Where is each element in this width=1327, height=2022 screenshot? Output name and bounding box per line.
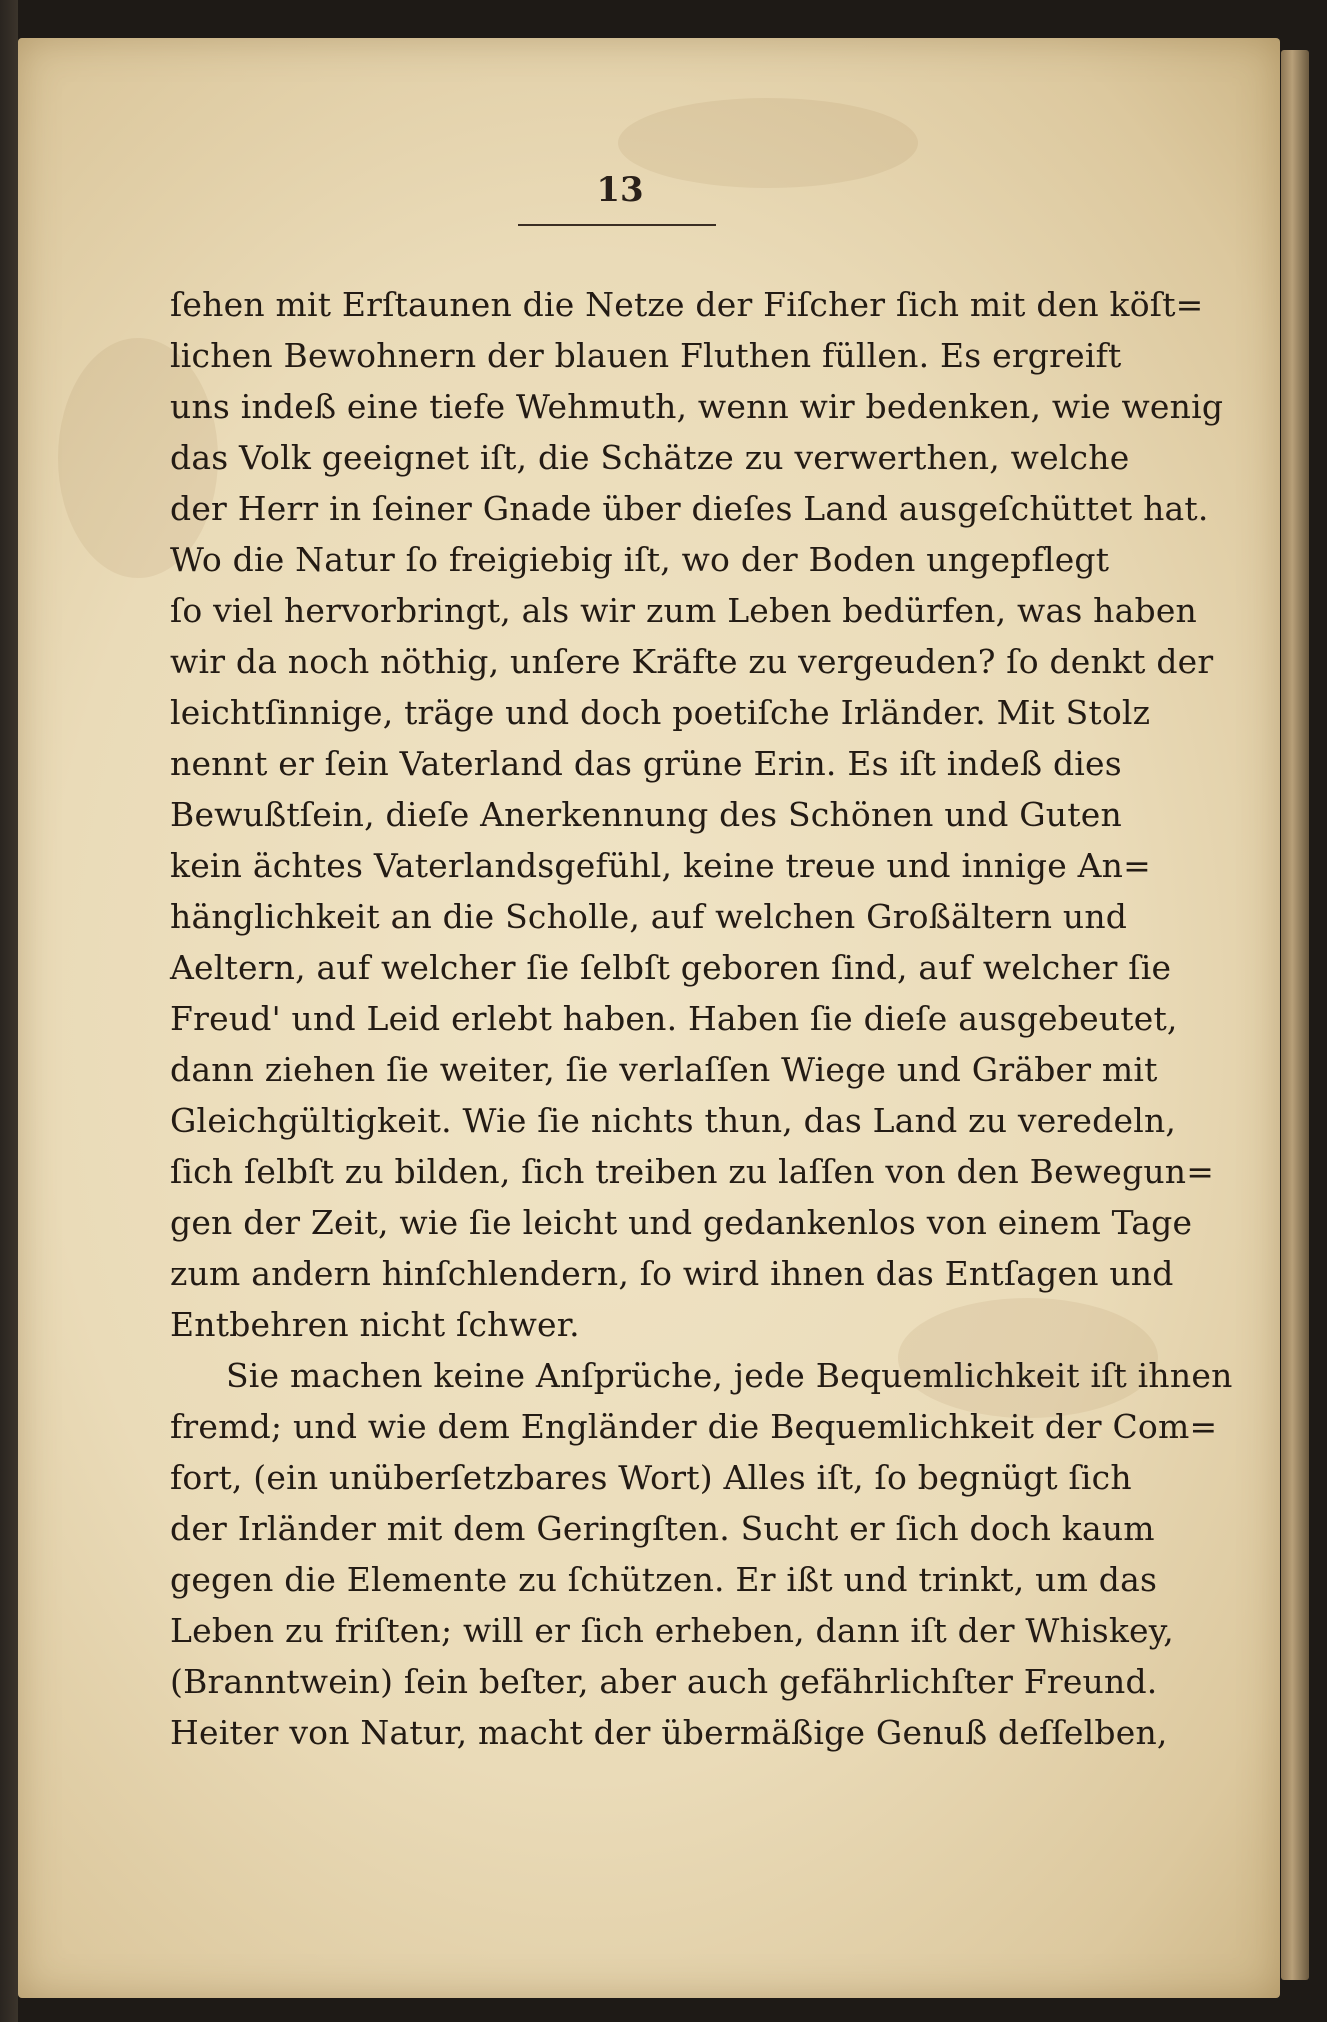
text-line: leichtſinnige, träge und doch poetiſche Irländer. Mit Stolz bbox=[170, 693, 1151, 732]
text-line: (Branntwein) ſein beſter, aber auch gefährlichſter Freund. bbox=[170, 1662, 1158, 1701]
text-line: gen der Zeit, wie ſie leicht und gedankenlos von einem Tage bbox=[170, 1203, 1193, 1242]
text-line: fort, (ein unüberſetzbares Wort) Alles iſt, ſo begnügt ſich bbox=[170, 1458, 1132, 1497]
text-line: fremd; und wie dem Engländer die Bequemlichkeit der Com= bbox=[170, 1407, 1218, 1446]
text-line: zum andern hinſchlendern, ſo wird ihnen das Entſagen und bbox=[170, 1254, 1174, 1293]
text-line: Aeltern, auf welcher ſie ſelbſt geboren ſind, auf welcher ſie bbox=[170, 948, 1172, 987]
text-line: Leben zu friſten; will er ſich erheben, dann iſt der Whiskey, bbox=[170, 1611, 1174, 1650]
text-line: nennt er ſein Vaterland das grüne Erin. Es iſt indeß dies bbox=[170, 744, 1122, 783]
text-line: Sie machen keine Anſprüche, jede Bequemlichkeit iſt ihnen bbox=[226, 1356, 1233, 1395]
text-line: wir da noch nöthig, unſere Kräfte zu vergeuden? ſo denkt der bbox=[170, 642, 1214, 681]
text-line: hänglichkeit an die Scholle, auf welchen Großältern und bbox=[170, 897, 1128, 936]
text-line: gegen die Elemente zu ſchützen. Er ißt und trinkt, um das bbox=[170, 1560, 1158, 1599]
text-line: Bewußtſein, dieſe Anerkennung des Schönen und Guten bbox=[170, 795, 1122, 834]
text-line: kein ächtes Vaterlandsgefühl, keine treue und innige An= bbox=[170, 846, 1151, 885]
text-line: ſehen mit Erſtaunen die Netze der Fiſcher ſich mit den köſt= bbox=[170, 285, 1204, 324]
text-line: der Herr in ſeiner Gnade über dieſes Land ausgeſchüttet hat. bbox=[170, 489, 1209, 528]
text-line: dann ziehen ſie weiter, ſie verlaſſen Wiege und Gräber mit bbox=[170, 1050, 1158, 1089]
text-line: das Volk geeignet iſt, die Schätze zu verwerthen, welche bbox=[170, 438, 1130, 477]
page-edges bbox=[1281, 50, 1309, 1980]
text-line: lichen Bewohnern der blauen Fluthen füllen. Es ergreift bbox=[170, 336, 1122, 375]
text-line: Wo die Natur ſo freigiebig iſt, wo der Boden ungepflegt bbox=[170, 540, 1110, 579]
text-line: Entbehren nicht ſchwer. bbox=[170, 1305, 580, 1344]
text-line: Heiter von Natur, macht der übermäßige Genuß deſſelben, bbox=[170, 1713, 1168, 1752]
page-number: 13 bbox=[596, 170, 644, 210]
text-line: ſo viel hervorbringt, als wir zum Leben bedürfen, was haben bbox=[170, 591, 1198, 630]
text-line: ſich ſelbſt zu bilden, ſich treiben zu laſſen von den Bewegun= bbox=[170, 1152, 1215, 1191]
text-line: uns indeß eine tiefe Wehmuth, wenn wir bedenken, wie wenig bbox=[170, 387, 1224, 426]
header-rule bbox=[518, 224, 716, 226]
book-spine bbox=[0, 0, 18, 2022]
text-line: Gleichgültigkeit. Wie ſie nichts thun, das Land zu veredeln, bbox=[170, 1101, 1177, 1140]
text-line: Freud' und Leid erlebt haben. Haben ſie dieſe ausgebeutet, bbox=[170, 999, 1178, 1038]
text-line: der Irländer mit dem Geringſten. Sucht er ſich doch kaum bbox=[170, 1509, 1155, 1548]
